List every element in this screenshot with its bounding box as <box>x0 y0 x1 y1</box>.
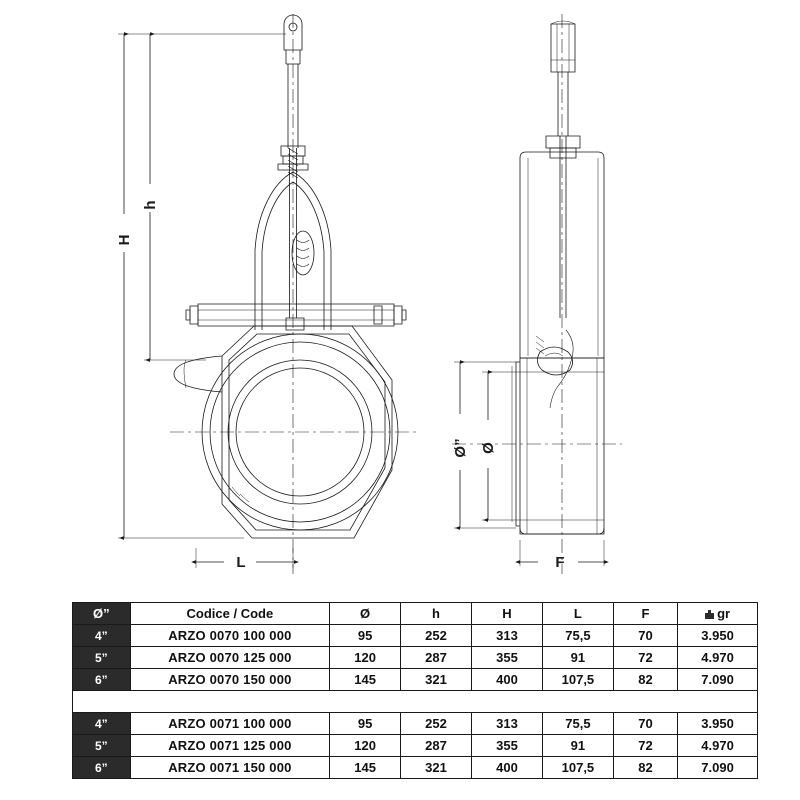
cell-diameter: 95 <box>330 713 401 735</box>
bonnet-flange <box>198 304 394 326</box>
dimension-label-h: h <box>142 200 159 210</box>
table-group-separator <box>73 691 758 713</box>
cell-F: 72 <box>613 735 677 757</box>
cell-L: 75,5 <box>542 625 613 647</box>
cell-dn: 6” <box>73 757 131 779</box>
cell-diameter: 145 <box>330 757 401 779</box>
cell-F: 70 <box>613 625 677 647</box>
center-lines <box>170 14 420 574</box>
table-row <box>73 735 758 757</box>
cell-L: 107,5 <box>542 757 613 779</box>
column-header-diameter: Ø <box>330 603 401 625</box>
cell-h: 252 <box>401 625 472 647</box>
side-bonnet <box>546 136 580 158</box>
cell-weight: 3.950 <box>678 713 758 735</box>
dimension-H <box>118 34 286 538</box>
table-header <box>73 603 758 625</box>
cell-code: ARZO 0071 150 000 <box>130 757 330 779</box>
cell-F: 82 <box>613 757 677 779</box>
foundry-logo <box>292 231 314 275</box>
cell-diameter: 145 <box>330 669 401 691</box>
dimension-label-F: F <box>555 554 565 571</box>
cell-dn: 4” <box>73 713 131 735</box>
front-view <box>170 14 420 574</box>
cell-weight: 4.970 <box>678 647 758 669</box>
specification-table <box>72 602 758 779</box>
cell-H: 313 <box>472 713 543 735</box>
column-header-h: h <box>401 603 472 625</box>
cell-H: 313 <box>472 625 543 647</box>
dimension-lines <box>118 34 604 568</box>
column-header-weight-label: gr <box>717 606 731 621</box>
side-gate-wedge <box>536 330 573 408</box>
cell-diameter: 120 <box>330 735 401 757</box>
cell-code: ARZO 0071 100 000 <box>130 713 330 735</box>
side-boss <box>174 356 222 392</box>
cell-weight: 4.970 <box>678 735 758 757</box>
side-center-lines <box>452 14 622 574</box>
table-row <box>73 713 758 735</box>
side-stem-top <box>551 21 575 72</box>
column-header-H: H <box>472 603 543 625</box>
flange-bolts <box>186 306 406 324</box>
cell-L: 91 <box>542 735 613 757</box>
cell-H: 355 <box>472 735 543 757</box>
cell-F: 82 <box>613 669 677 691</box>
cell-code: ARZO 0070 100 000 <box>130 625 330 647</box>
cell-L: 107,5 <box>542 669 613 691</box>
cell-code: ARZO 0071 125 000 <box>130 735 330 757</box>
cell-diameter: 95 <box>330 625 401 647</box>
side-view <box>452 14 622 574</box>
cell-dn: 5” <box>73 647 131 669</box>
dimension-label-D: Ø <box>480 442 497 454</box>
table-row <box>73 669 758 691</box>
column-header-weight <box>678 603 758 625</box>
cell-code: ARZO 0070 150 000 <box>130 669 330 691</box>
cell-dn: 5” <box>73 735 131 757</box>
dimension-label-D-inch: Ø” <box>452 438 469 458</box>
column-header-dn: Ø” <box>73 603 131 625</box>
cell-h: 287 <box>401 647 472 669</box>
cell-F: 72 <box>613 647 677 669</box>
cell-h: 321 <box>401 669 472 691</box>
column-header-L: L <box>542 603 613 625</box>
cell-dn: 4” <box>73 625 131 647</box>
table-header-row <box>73 603 758 625</box>
dimension-h <box>144 34 206 360</box>
table-row <box>73 757 758 779</box>
cell-h: 287 <box>401 735 472 757</box>
cell-L: 75,5 <box>542 713 613 735</box>
cell-dn: 6” <box>73 669 131 691</box>
cell-H: 400 <box>472 669 543 691</box>
side-valve-stem <box>558 72 568 318</box>
column-header-F: F <box>613 603 677 625</box>
cell-h: 321 <box>401 757 472 779</box>
cell-L: 91 <box>542 647 613 669</box>
cell-H: 355 <box>472 647 543 669</box>
table-row <box>73 625 758 647</box>
cell-F: 70 <box>613 713 677 735</box>
column-header-code: Codice / Code <box>130 603 330 625</box>
cell-code: ARZO 0070 125 000 <box>130 647 330 669</box>
cell-weight: 7.090 <box>678 669 758 691</box>
table-body <box>73 625 758 779</box>
dimension-label-L: L <box>236 554 246 571</box>
cell-h: 252 <box>401 713 472 735</box>
dimension-label-H: H <box>116 234 133 246</box>
cell-diameter: 120 <box>330 647 401 669</box>
cell-H: 400 <box>472 757 543 779</box>
cell-weight: 3.950 <box>678 625 758 647</box>
table-row <box>73 647 758 669</box>
cell-weight: 7.090 <box>678 757 758 779</box>
weight-icon <box>705 610 714 619</box>
